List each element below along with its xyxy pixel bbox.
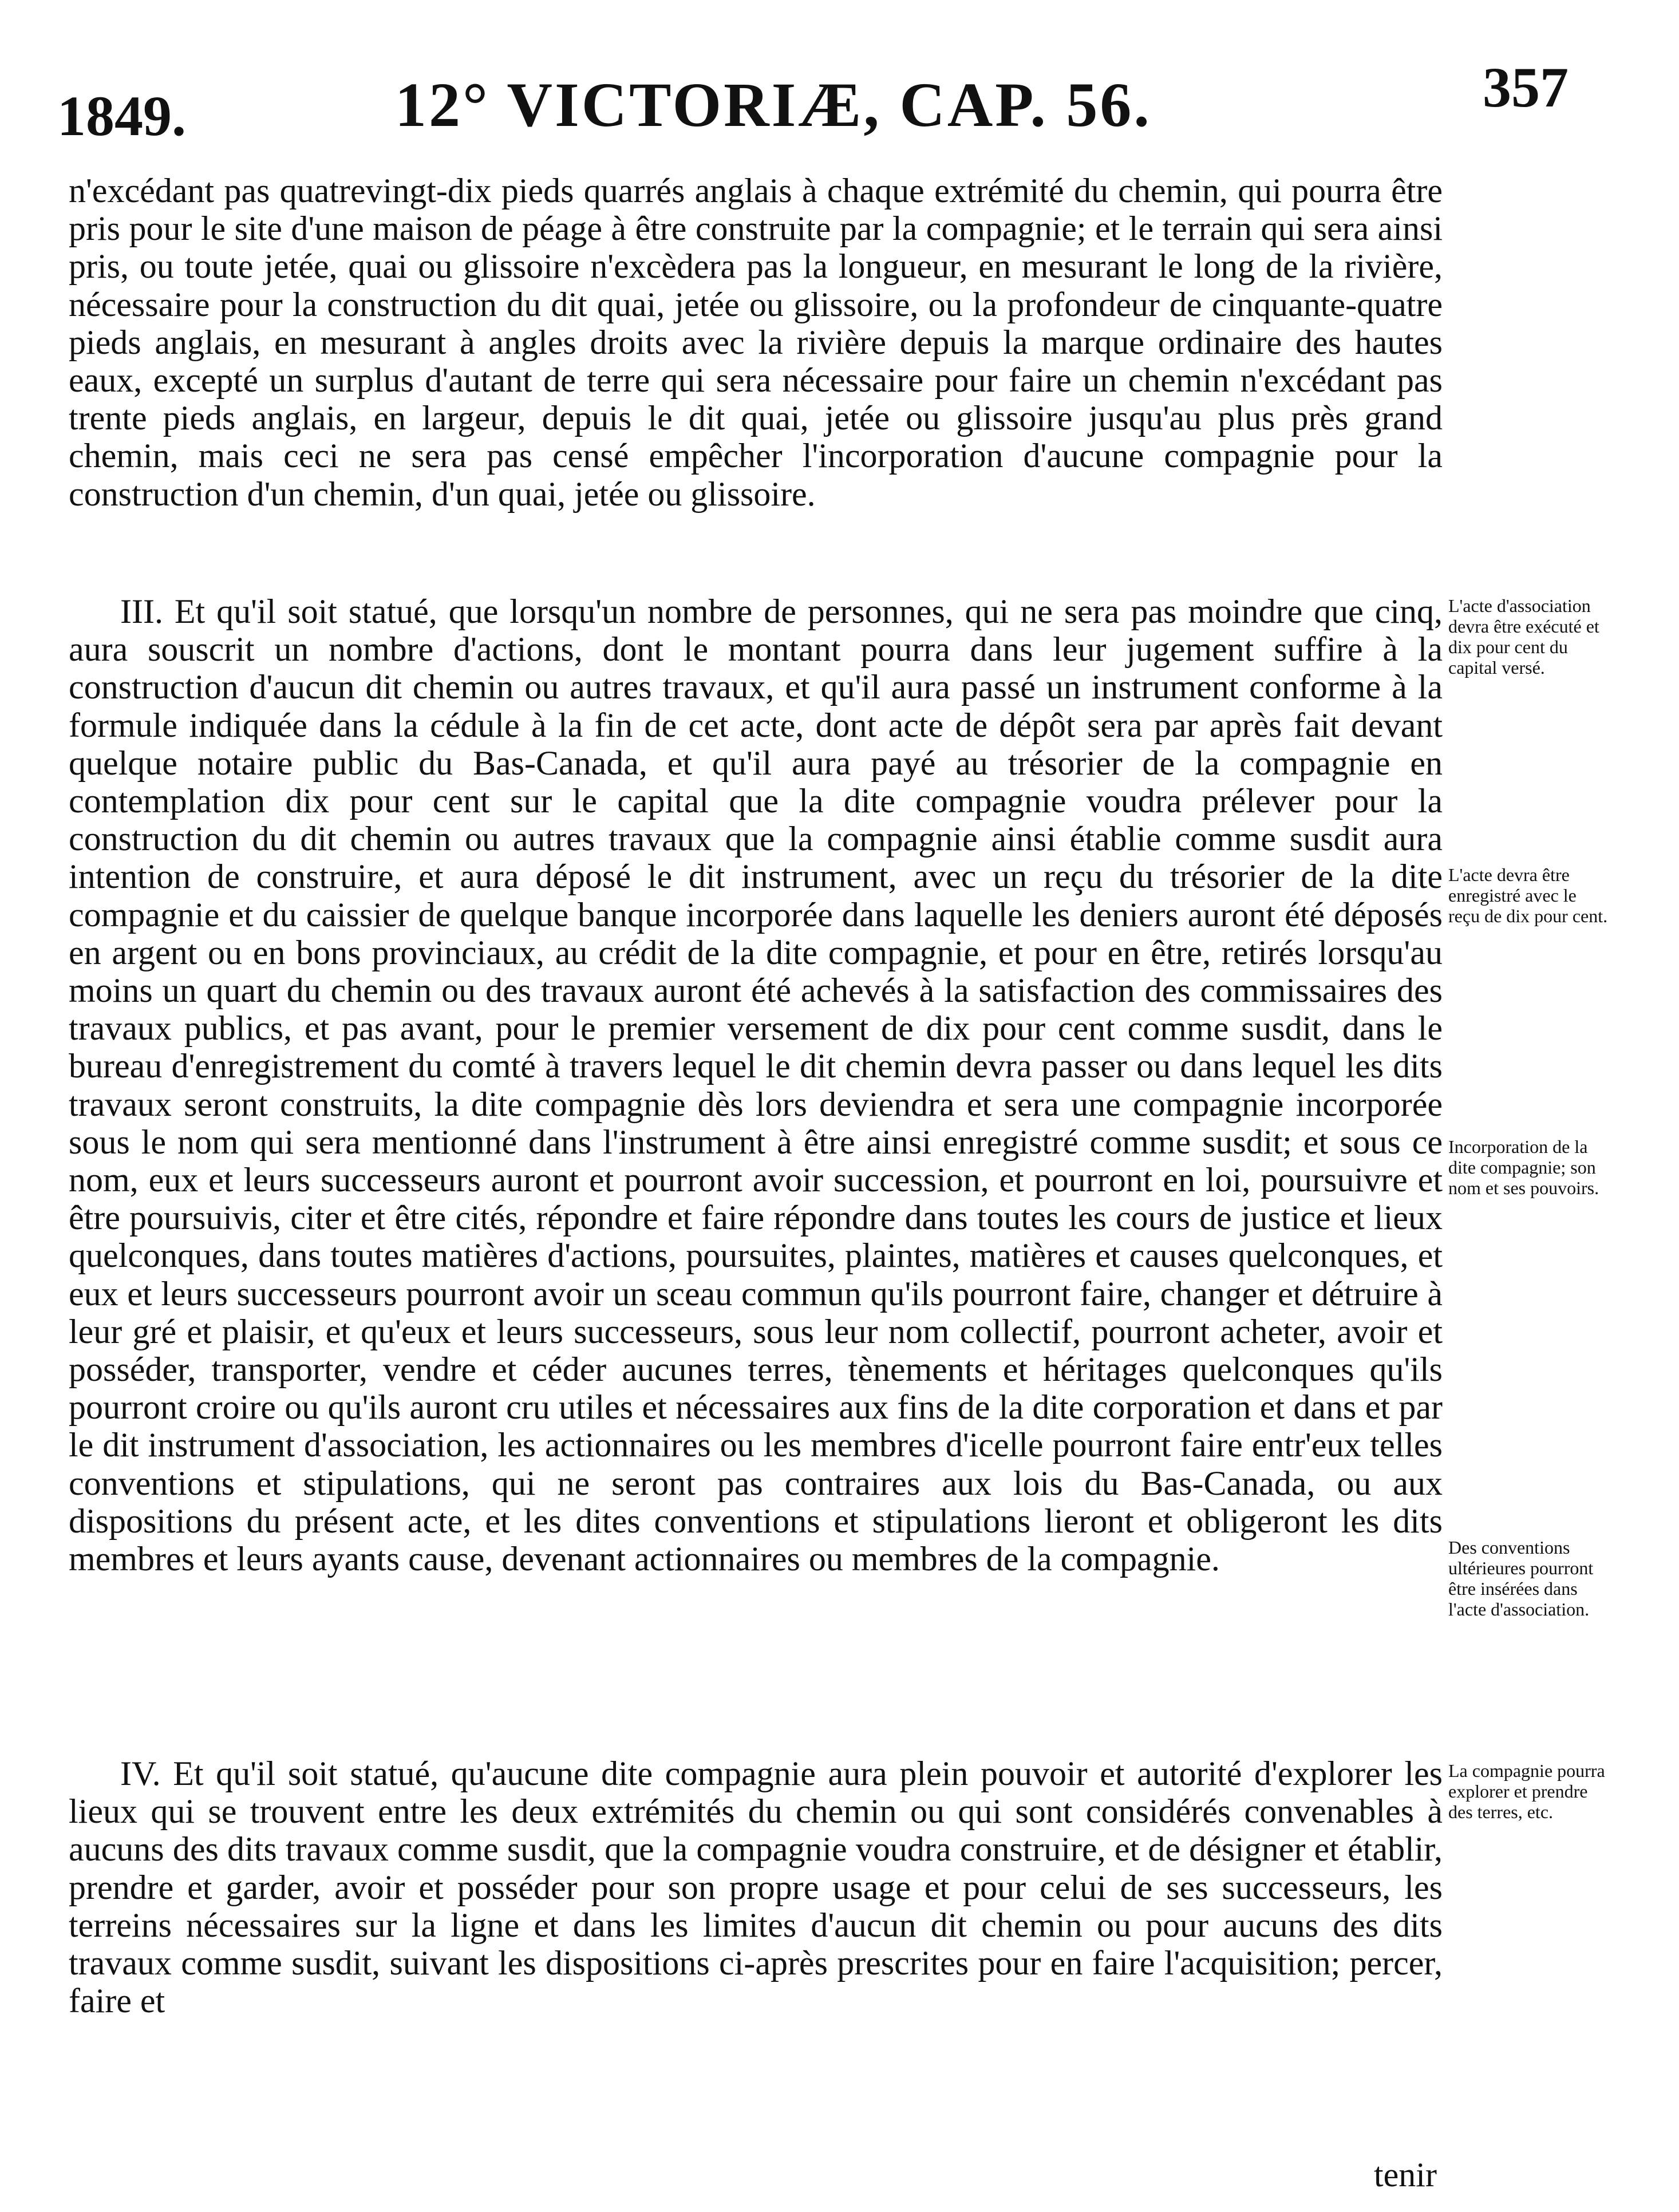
section-4-text: Et qu'il soit statué, qu'aucune dite compagnie aura plein pouvoir et autorité d'explorer les lieux qui se trouvent entre les deux extrémités du chemin ou qui sont considérés convenables à aucuns des dits travaux comme susdit, que la compagnie voudra construire, et de désigner et établir, prendre et garder, avoir et posséder pour son propre usage et pour celui de ses successeurs, les terreins nécessaires sur la ligne et dans les limites d'aucun dit chemin ou pour aucuns des dits travaux comme susdit, suivant les dispositions ci-après prescrites pour en faire l'acquisition; percer, faire et — [69, 1755, 1443, 2020]
section-3 — [69, 592, 1443, 1578]
margin-note-conventions: Des conventions ultérieures pourront être insérées dans l'acte d'association. — [1448, 1537, 1594, 1620]
margin-note-incorporation: Incorporation de la dite compagnie; son nom et ses pouvoirs. — [1448, 1136, 1599, 1198]
section-3-text: Et qu'il soit statué, que lorsqu'un nombre de personnes, qui ne sera pas moindre que cinq, aura souscrit un nombre d'actions, dont le montant pourra dans leur jugement suffire à la construction d'aucun dit chemin ou autres travaux, et qu'il aura passé un instrument conforme à la formule indiquée dans la cédule à la fin de cet acte, dont acte de dépôt sera par après fait devant quelque notaire public du Bas-Canada, et qu'il aura payé au trésorier de la compagnie en contemplation dix pour cent sur le capital que la dite compagnie voudra prélever pour la construction du dit chemin ou autres travaux que la compagnie ainsi établie comme susdit aura intention de construire, et aura déposé le dit instrument, avec un reçu du trésorier de la dite compagnie et du caissier de quelque banque incorporée dans laquelle les deniers auront été déposés en argent ou en bons provinciaux, au crédit de la dite compagnie, et pour en être, retirés lorsqu'au moins un quart du chemin ou des travaux auront été achevés à la satisfaction des commissaires des travaux publics, et pas avant, pour le premier versement de dix pour cent comme susdit, dans le bureau d'enregistrement du comté à travers lequel le dit chemin devra passer ou dans lequel les dits travaux seront construits, la dite compagnie dès lors deviendra et sera une compagnie incorporée sous le nom qui sera mentionné dans l'instrument à être ainsi enregistré comme susdit; et sous ce nom, eux et leurs successeurs auront et pourront avoir succession, et pourront en loi, poursuivre et être poursuivis, citer et être cités, répondre et faire répondre dans toutes les cours de justice et lieux quelconques, dans toutes matières d'actions, poursuites, plaintes, matières et causes quelconques, et eux et leurs successeurs pourront avoir un sceau commun qu'ils pourront faire, changer et détruire à leur gré et plaisir, et qu'eux et leurs successeurs, sous leur nom collectif, pourront acheter, avoir et posséder, transporter, vendre et céder aucunes terres, tènements et héritages quelconques qu'ils pourront croire ou qu'ils auront cru utiles et nécessaires aux fins de la dite corporation et dans et par le dit instrument d'association, les actionnaires ou les membres d'icelle pourront faire entr'eux telles conventions et stipulations, qui ne seront pas contraires aux lois du Bas-Canada, ou aux dispositions du présent acte, et les dites conventions et stipulations lieront et obligeront les dits membres et leurs ayants cause, devenant actionnaires ou membres de la compagnie. — [69, 592, 1443, 1578]
section-3-number: III. — [120, 592, 163, 630]
running-header — [57, 54, 1569, 146]
continuation-text: n'excédant pas quatrevingt-dix pieds quarrés anglais à chaque extrémité du chemin, qui pourra être pris pour le site d'une maison de péage à être construite par la compagnie; et le terrain qui sera ainsi pris, ou toute jetée, quai ou glissoire n'excèdera pas la longueur, en mesurant le long de la rivière, nécessaire pour la construction du dit quai, jetée ou glissoire, ou la profondeur de cinquante-quatre pieds anglais, en mesurant à angles droits avec la rivière depuis la marque ordinaire des hautes eaux, excepté un surplus d'autant de terre qui sera nécessaire pour faire un chemin n'excédant pas trente pieds anglais, en largeur, depuis le dit quai, jetée ou glissoire jusqu'au plus près grand chemin, mais ceci ne sera pas censé empêcher l'incorporation d'aucune compagnie pour la construction d'un chemin, d'un quai, jetée ou glissoire. — [69, 172, 1443, 513]
continuation-paragraph — [69, 172, 1443, 513]
page-number: 357 — [1483, 56, 1569, 119]
header-title: 12° VICTORIÆ, CAP. 56. — [395, 70, 1152, 140]
header-year: 1849. — [57, 84, 186, 148]
section-4-paragraph — [69, 1755, 1443, 2020]
section-3-paragraph — [69, 592, 1443, 1578]
section-4-number: IV. — [120, 1755, 161, 1792]
margin-note-association: L'acte d'association devra être exécuté et dix pour cent du capital versé. — [1448, 595, 1599, 678]
catchword: tenir — [1374, 2156, 1437, 2194]
margin-note-exploration: La compagnie pourra explorer et prendre des terres, etc. — [1448, 1760, 1605, 1822]
section-4 — [69, 1755, 1443, 2020]
margin-note-registration: L'acte devra être enregistré avec le reçu de dix pour cent. — [1448, 864, 1608, 926]
